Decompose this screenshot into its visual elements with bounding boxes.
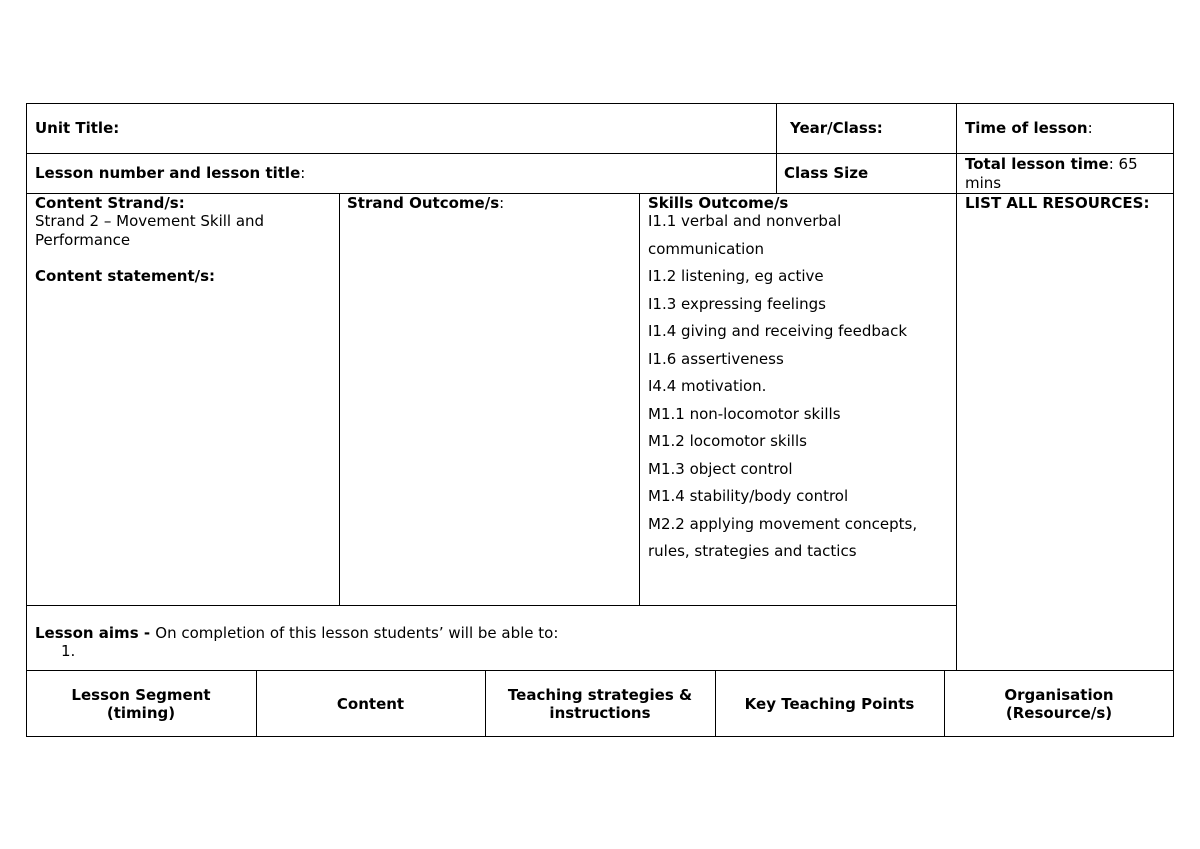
total-lesson-time-value: : 65 [1108,155,1138,173]
strand-outcome-label [347,194,504,212]
skills-outcome-item: M2.2 applying movement concepts, [648,514,918,533]
skills-outcome-item: M1.4 stability/body control [648,487,849,505]
lesson-segment-header [26,670,256,737]
content-strand-line1: Strand 2 – Movement Skill and [35,212,265,230]
skills-outcome-item: I1.1 verbal and nonverbal [648,212,842,230]
strand-outcome-text: Strand Outcome/s [347,194,500,212]
resources-label: LIST ALL RESOURCES: [965,194,1150,212]
skills-outcome-item: M1.1 non-locomotor skills [648,404,841,423]
skills-outcome-item: I1.6 assertiveness [648,349,784,368]
lesson-aims-label: Lesson aims - [35,624,156,642]
key-teaching-points-header [715,670,944,737]
skills-outcome-item: communication [648,239,765,258]
organisation-line2: (Resource/s) [1005,703,1113,722]
lesson-segment-line1: Lesson Segment [71,685,211,704]
lesson-number-label [35,164,305,182]
content-statement-label: Content statement/s: [35,267,216,285]
row-divider-3 [26,605,957,606]
key-teaching-points-text: Key Teaching Points [744,694,915,713]
lesson-plan-table [26,103,1174,671]
time-of-lesson-colon: : [1087,119,1093,137]
year-class-label: Year/Class: [790,119,883,137]
lesson-aims-item-1: 1. [61,642,76,660]
time-of-lesson-label [965,119,1093,137]
row-divider-1 [26,153,1174,154]
skills-outcome-item: I4.4 motivation. [648,377,767,395]
skills-outcome-item: M1.2 locomotor skills [648,432,807,450]
lesson-aims [35,624,558,642]
skills-outcome-item: I1.3 expressing feelings [648,294,826,313]
total-lesson-time [965,155,1138,173]
teaching-strategies-header [485,670,715,737]
skills-outcome-item: rules, strategies and tactics [648,542,857,560]
skills-outcome-item: M1.3 object control [648,459,793,478]
organisation-line1: Organisation [1004,685,1114,704]
skills-outcome-item: I1.2 listening, eg active [648,267,824,285]
lesson-segment-line2: (timing) [106,703,176,722]
lesson-number-text: Lesson number and lesson title [35,164,301,182]
content-strand-label: Content Strand/s: [35,194,185,212]
skills-outcome-item: I1.4 giving and receiving feedback [648,322,908,340]
col-divider-skills [639,193,640,605]
content-strand-line2: Performance [35,231,131,249]
content-header-text: Content [336,694,405,713]
unit-title-label: Unit Title: [35,119,120,137]
organisation-header [944,670,1174,737]
lesson-number-colon: : [300,164,306,182]
lesson-aims-text: On completion of this lesson students’ will be able to: [155,624,559,642]
col-divider-strand [339,193,340,605]
content-header [256,670,485,737]
total-lesson-time-unit: mins [965,174,1002,192]
strand-outcome-colon: : [499,194,505,212]
col-divider-year [776,103,777,194]
class-size-label: Class Size [784,164,869,182]
col-divider-time [956,103,957,671]
teaching-strategies-line1: Teaching strategies & [507,685,693,704]
skills-outcome-label: Skills Outcome/s [648,194,789,212]
time-of-lesson-text: Time of lesson [965,119,1088,137]
teaching-strategies-line2: instructions [549,703,651,722]
total-lesson-time-label: Total lesson time [965,155,1109,173]
